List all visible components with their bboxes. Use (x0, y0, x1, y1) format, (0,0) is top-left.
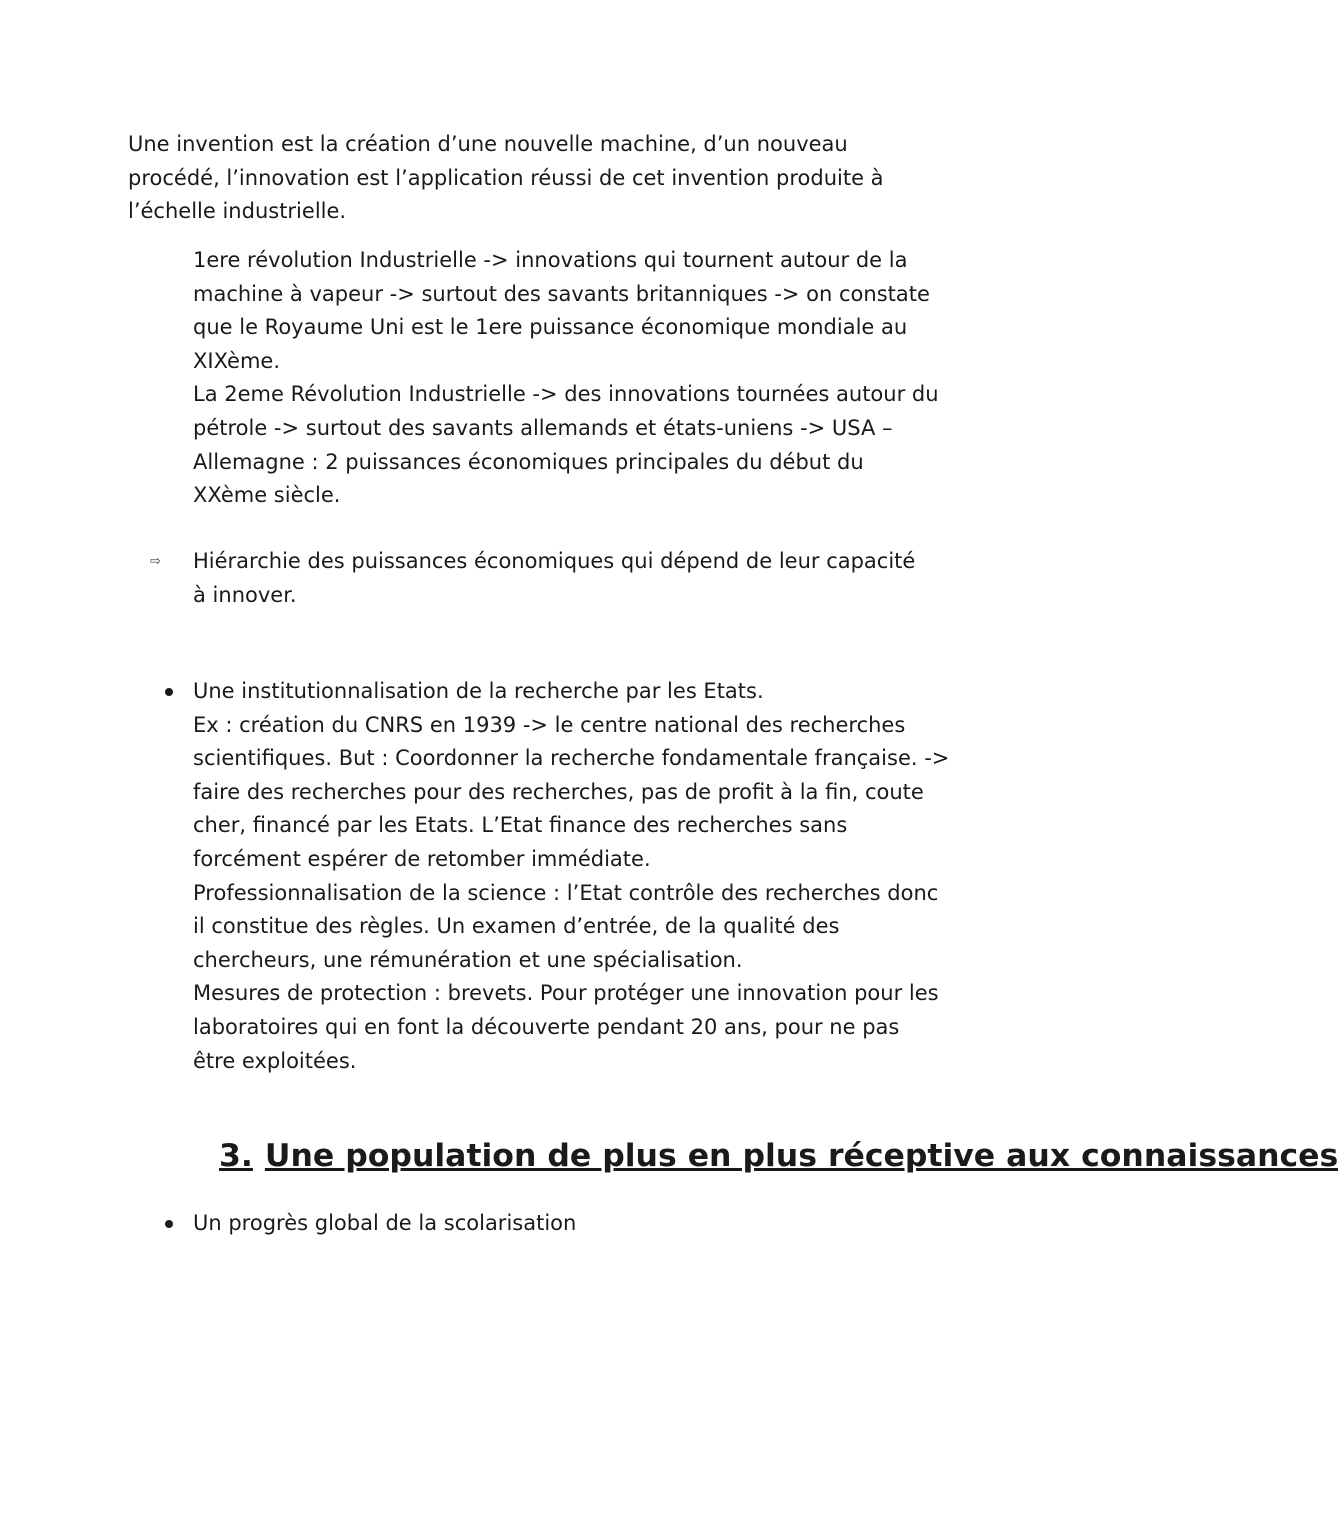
section-3-heading (219, 1138, 1338, 1174)
section-3-number: 3. (219, 1138, 253, 1174)
bullet-scolarisation-paragraph: Un progrès global de la scolarisation (193, 1211, 577, 1235)
section-3-title: Une population de plus en plus réceptive aux connaissances (264, 1138, 1338, 1174)
bullet-dot-icon (165, 1220, 173, 1228)
arrow-right-icon: ⇨ (150, 554, 161, 569)
revolutions-paragraph: 1ere révolution Industrielle -> innovations qui tournent autour de la machine à vapeur -> surtout des savants britanniques -> on constate que le Royaume Uni est le 1ere puissance économique mondiale au XIXème. La 2eme Révolution Industrielle -> des innovations tournées autour du pétrole -> surtout des savants allemands et états-uniens -> USA – Allemagne : 2 puissances économiques principales du début du XXème siècle. (193, 248, 939, 508)
intro-paragraph: Une invention est la création d’une nouvelle machine, d’un nouveau procédé, l’innovation est l’application réussi de cet invention produite à l’échelle industrielle. (128, 132, 884, 224)
bullet-dot-icon (165, 688, 173, 696)
arrow-conclusion-paragraph: Hiérarchie des puissances économiques qui dépend de leur capacité à innover. (193, 549, 916, 607)
bullet-institution-paragraph: Une institutionnalisation de la recherche par les Etats. Ex : création du CNRS en 1939 -> le centre national des recherches scientifiques. But : Coordonner la recherche fondamentale française. -> faire des recherches pour des recherches, pas de profit à la fin, coute cher, financé par les Etats. L’Etat finance des recherches sans forcément espérer de retomber immédiate. Professionnalisation de la science : l’Etat contrôle des recherches donc il constitue des règles. Un examen d’entrée, de la qualité des chercheurs, une rémunération et une spécialisation. Mesures de protection : brevets. Pour protéger une innovation pour les laboratoires qui en font la découverte pendant 20 ans, pour ne pas être exploitées. (193, 679, 950, 1073)
